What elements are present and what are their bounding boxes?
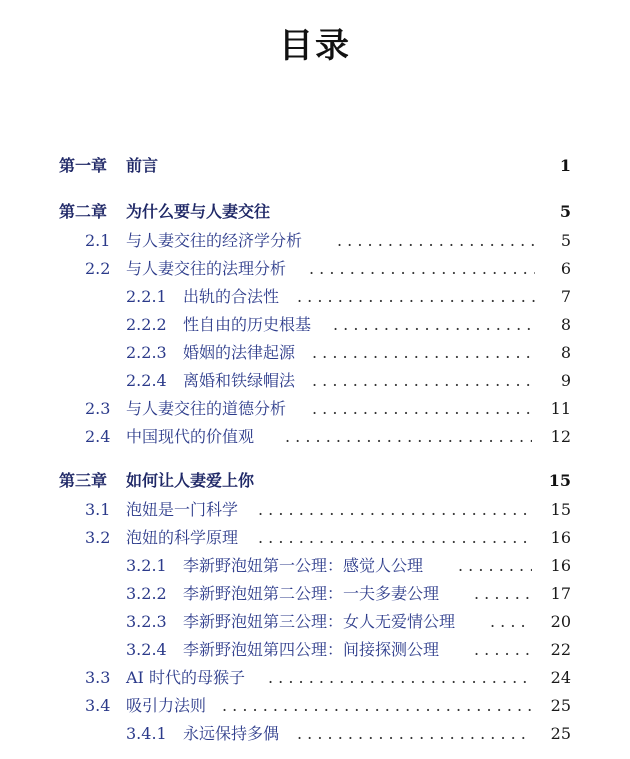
page-number: 25 <box>550 696 571 715</box>
page-number: 1 <box>559 156 571 175</box>
leader-dots <box>222 693 532 719</box>
leader-dots <box>312 396 532 422</box>
page-number: 25 <box>550 724 571 743</box>
toc-section-row[interactable] <box>0 497 630 523</box>
page-number: 15 <box>548 471 571 490</box>
subsection-number: 2.2.2 <box>126 315 167 334</box>
toc-section-row[interactable] <box>0 665 630 691</box>
section-title[interactable]: 吸引力法则 <box>126 696 207 715</box>
page-number: 16 <box>550 528 571 547</box>
toc-chapter-row[interactable] <box>0 468 630 494</box>
toc-section-row[interactable] <box>0 424 630 450</box>
subsection-title[interactable]: 出轨的合法性 <box>183 287 280 306</box>
toc-chapter-row[interactable] <box>0 199 630 225</box>
chapter-number: 第二章 <box>59 202 108 221</box>
chapter-title[interactable]: 为什么要与人妻交往 <box>126 202 271 221</box>
subsection-number: 3.4.1 <box>126 724 167 743</box>
leader-dots <box>297 284 535 310</box>
section-title[interactable]: AI 时代的母猴子 <box>126 668 245 687</box>
section-number: 2.2 <box>85 259 111 278</box>
page-number: 8 <box>560 315 571 334</box>
toc-section-row[interactable] <box>0 396 630 422</box>
page-number: 20 <box>550 612 571 631</box>
page-number: 5 <box>559 202 571 221</box>
section-title[interactable]: 与人妻交往的经济学分析 <box>126 231 303 250</box>
toc-section-row[interactable] <box>0 693 630 719</box>
leader-dots <box>490 609 532 635</box>
leader-dots <box>268 665 532 691</box>
subsection-number: 3.2.3 <box>126 612 167 631</box>
leader-dots <box>285 424 532 450</box>
subsection-number: 3.2.4 <box>126 640 167 659</box>
toc-subsection-row[interactable] <box>0 284 630 310</box>
toc-subsection-row[interactable] <box>0 553 630 579</box>
toc-section-row[interactable] <box>0 256 630 282</box>
subsection-title[interactable]: 永远保持多偶 <box>183 724 280 743</box>
leader-dots <box>312 368 535 394</box>
section-number: 3.1 <box>85 500 111 519</box>
page-number: 22 <box>550 640 571 659</box>
leader-dots <box>458 553 532 579</box>
section-title[interactable]: 与人妻交往的道德分析 <box>126 399 287 418</box>
section-number: 3.4 <box>85 696 111 715</box>
leader-dots <box>309 256 535 282</box>
page-number: 16 <box>550 556 571 575</box>
subsection-number: 2.2.3 <box>126 343 167 362</box>
subsection-number: 3.2.1 <box>126 556 167 575</box>
chapter-title[interactable]: 前言 <box>126 156 159 175</box>
leader-dots <box>337 228 535 254</box>
section-title[interactable]: 泡妞是一门科学 <box>126 500 239 519</box>
subsection-title[interactable]: 李新野泡妞第一公理：感觉人公理 <box>183 556 424 575</box>
section-number: 2.1 <box>85 231 111 250</box>
leader-dots <box>474 637 532 663</box>
page-number: 15 <box>550 500 571 519</box>
subsection-title[interactable]: 李新野泡妞第二公理：一夫多妻公理 <box>183 584 440 603</box>
subsection-number: 2.2.1 <box>126 287 167 306</box>
subsection-title[interactable]: 婚姻的法律起源 <box>183 343 296 362</box>
toc-subsection-row[interactable] <box>0 312 630 338</box>
chapter-title[interactable]: 如何让人妻爱上你 <box>126 471 255 490</box>
page-number: 17 <box>550 584 571 603</box>
leader-dots <box>297 721 532 747</box>
toc-subsection-row[interactable] <box>0 721 630 747</box>
leader-dots <box>258 525 532 551</box>
subsection-number: 2.2.4 <box>126 371 167 390</box>
leader-dots <box>474 581 532 607</box>
section-number: 3.3 <box>85 668 111 687</box>
page-number: 12 <box>550 427 571 446</box>
leader-dots <box>258 497 532 523</box>
section-number: 3.2 <box>85 528 111 547</box>
toc-section-row[interactable] <box>0 228 630 254</box>
page-number: 7 <box>560 287 571 306</box>
toc-subsection-row[interactable] <box>0 368 630 394</box>
subsection-title[interactable]: 李新野泡妞第四公理：间接探测公理 <box>183 640 440 659</box>
subsection-number: 3.2.2 <box>126 584 167 603</box>
leader-dots <box>312 340 535 366</box>
subsection-title[interactable]: 李新野泡妞第三公理：女人无爱情公理 <box>183 612 456 631</box>
page-number: 11 <box>550 399 571 418</box>
section-title[interactable]: 与人妻交往的法理分析 <box>126 259 287 278</box>
section-number: 2.4 <box>85 427 111 446</box>
leader-dots <box>333 312 535 338</box>
section-title[interactable]: 泡妞的科学原理 <box>126 528 239 547</box>
section-title[interactable]: 中国现代的价值观 <box>126 427 255 446</box>
page-number: 5 <box>560 231 571 250</box>
page-number: 9 <box>560 371 571 390</box>
page-title: 目录 <box>279 26 351 66</box>
subsection-title[interactable]: 离婚和铁绿帽法 <box>183 371 296 390</box>
toc-chapter-row[interactable] <box>0 153 630 179</box>
page-number: 8 <box>560 343 571 362</box>
page-number: 6 <box>560 259 571 278</box>
chapter-number: 第一章 <box>59 156 108 175</box>
toc-subsection-row[interactable] <box>0 581 630 607</box>
toc-subsection-row[interactable] <box>0 609 630 635</box>
toc-subsection-row[interactable] <box>0 340 630 366</box>
toc-section-row[interactable] <box>0 525 630 551</box>
toc-subsection-row[interactable] <box>0 637 630 663</box>
section-number: 2.3 <box>85 399 111 418</box>
subsection-title[interactable]: 性自由的历史根基 <box>183 315 312 334</box>
chapter-number: 第三章 <box>59 471 108 490</box>
page-number: 24 <box>550 668 571 687</box>
